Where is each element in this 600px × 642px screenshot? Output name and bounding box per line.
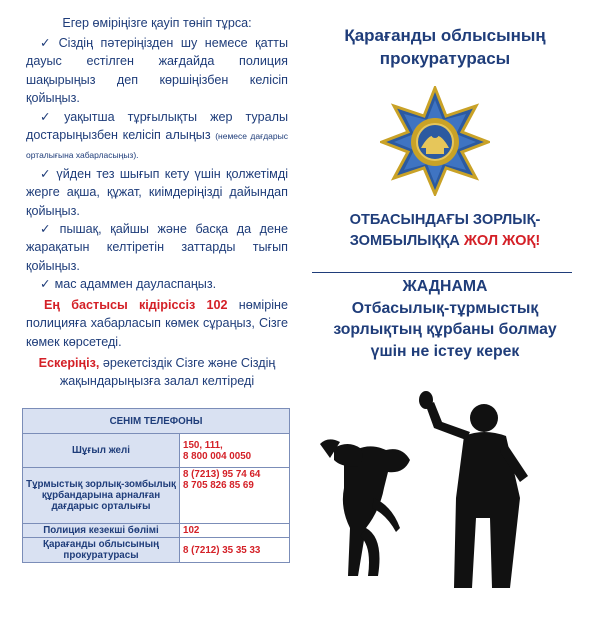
checkmark-icon: ✓ — [40, 222, 56, 237]
table-row: Қарағанды облысының прокуратурасы 8 (7212) 35 35 33 — [23, 538, 290, 563]
divider — [312, 272, 572, 273]
advice-item: ✓ үйден тез шығып кету үшін қолжетімді жерге ақша, құжат, киімдеріңізді дайындап қойыңыз. — [26, 166, 288, 218]
advice-item: ✓ уақытша тұрғылықты жер туралы достарыңызбен келісіп алыңыз (немесе дағдарыс орталығына хабарласыңыз). — [26, 109, 288, 161]
advice-column — [26, 14, 288, 391]
hotline-table-header: СЕНІМ ТЕЛЕФОНЫ — [23, 409, 290, 434]
checkmark-icon: ✓ — [40, 36, 55, 50]
organization-title: Қарағанды облысының прокуратурасы — [344, 26, 546, 68]
leaflet-heading: ЖАДНАМА Отбасылық-тұрмыстық зорлықтың құрбаны болмау үшін не істеу керек — [333, 278, 557, 360]
cover-column — [300, 14, 590, 634]
checkmark-icon: ✓ — [40, 166, 53, 181]
call-police-text: Ең бастысы кідіріссіз 102 нөміріне полицияға хабарласып көмек сұраңыз, Сізге көмек көрсетеді. — [26, 297, 288, 349]
checkmark-icon: ✓ — [40, 277, 51, 292]
prosecutor-star-emblem-icon — [380, 86, 490, 196]
table-row: Шұғыл желі 150, 111, 8 800 004 0050 — [23, 434, 290, 468]
domestic-violence-silhouette-icon — [314, 388, 586, 588]
table-row: Тұрмыстық зорлық-зомбылық құрбандарына арналған дағдарыс орталығы 8 (7213) 95 74 64 8 705 826 85 69 — [23, 468, 290, 524]
slogan: ОТБАСЫНДАҒЫ ЗОРЛЫҚ- ЗОМБЫЛЫҚҚА ЖОЛ ЖОҚ! — [349, 212, 541, 249]
advice-item: ✓ мас адаммен дауласпаңыз. — [40, 277, 217, 292]
table-row: Полиция кезекші бөлімі 102 — [23, 524, 290, 538]
advice-item: ✓ пышақ, қайшы және басқа да дене жарақатын келтіретін заттарды тығып қойыңыз. — [26, 222, 288, 273]
advice-item: ✓ Сіздің пәтеріңізден шу немесе қатты дауыс естілген жағдайда полиция шақырыңыз деп көршіңізбен келісіп қойыңыз. — [26, 36, 288, 106]
checkmark-icon: ✓ — [40, 109, 61, 124]
warning-text: Ескеріңіз, әрекетсіздік Сізге және Сіздің жақындарыңызға залал келтіреді — [38, 355, 276, 389]
advice-note: (немесе дағдарыс орталығына хабарласыңыз). — [26, 131, 288, 161]
hotline-table — [22, 408, 290, 563]
intro-text: Егер өміріңізге қауіп төніп тұрса: — [62, 16, 252, 30]
